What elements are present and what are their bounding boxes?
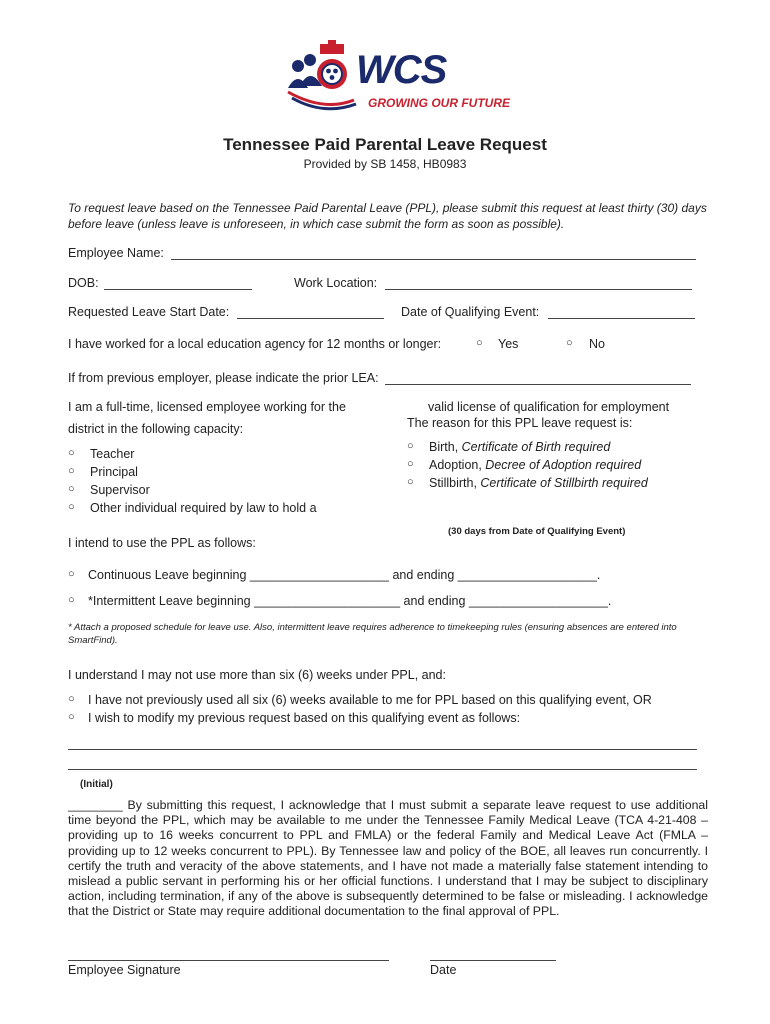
capacity-continued: valid license of qualification for employment bbox=[428, 400, 670, 414]
wcs-logo bbox=[284, 40, 510, 116]
capacity-line2: district in the following capacity: bbox=[68, 422, 244, 436]
stillbirth-checkbox[interactable]: ○ bbox=[407, 476, 414, 488]
start-date-field[interactable] bbox=[237, 318, 384, 319]
logo-tagline: GROWING OUR FUTURE bbox=[368, 96, 510, 110]
page-title: Tennessee Paid Parental Leave Request bbox=[223, 135, 547, 154]
dob-label: DOB: bbox=[68, 276, 99, 290]
birth-checkbox[interactable]: ○ bbox=[407, 440, 414, 452]
dob-field[interactable] bbox=[104, 289, 252, 290]
prior-lea-label: If from previous employer, please indicate the prior LEA: bbox=[68, 371, 379, 385]
continuous-leave-line: Continuous Leave beginning ____________________ and ending ____________________. bbox=[88, 568, 601, 582]
worked-question: I have worked for a local education agency for 12 months or longer: bbox=[68, 337, 442, 351]
initial-label: (Initial) bbox=[80, 779, 113, 790]
capacity-option: Other individual required by law to hold a bbox=[90, 501, 317, 515]
page-subtitle: Provided by SB 1458, HB0983 bbox=[303, 157, 467, 171]
qualifying-date-label: Date of Qualifying Event: bbox=[401, 305, 540, 319]
intermittent-checkbox[interactable]: ○ bbox=[68, 594, 75, 606]
understand-option1: I have not previously used all six (6) weeks available to me for PPL based on this qualifying event, OR bbox=[88, 693, 652, 707]
employee-name-label: Employee Name: bbox=[68, 246, 164, 260]
reason-option-adoption bbox=[429, 458, 641, 472]
reason-label: Stillbirth, bbox=[429, 476, 481, 490]
logo-text: WCS bbox=[356, 48, 447, 92]
not-used-checkbox[interactable]: ○ bbox=[68, 693, 75, 705]
reason-label: Birth, bbox=[429, 440, 462, 454]
work-location-label: Work Location: bbox=[294, 276, 378, 290]
attach-schedule-note: * Attach a proposed schedule for leave use. Also, intermittent leave requires adherence to timekeeping rules (ensuring absences are entered into SmartFind). bbox=[68, 622, 677, 646]
qualifying-date-field[interactable] bbox=[548, 318, 695, 319]
reason-option-stillbirth bbox=[429, 476, 648, 490]
supervisor-checkbox[interactable]: ○ bbox=[68, 483, 75, 495]
employee-signature-line[interactable] bbox=[68, 960, 389, 961]
yes-radio[interactable]: ○ bbox=[476, 337, 483, 349]
work-location-field[interactable] bbox=[385, 289, 692, 290]
reason-note: Certificate of Birth required bbox=[461, 440, 611, 454]
employee-name-field[interactable] bbox=[171, 259, 696, 260]
days-note: (30 days from Date of Qualifying Event) bbox=[448, 526, 626, 537]
capacity-option: Supervisor bbox=[90, 483, 150, 497]
understand-heading: I understand I may not use more than six (6) weeks under PPL, and: bbox=[68, 668, 446, 682]
date-label: Date bbox=[430, 963, 457, 977]
adoption-checkbox[interactable]: ○ bbox=[407, 458, 414, 470]
capacity-line1: I am a full-time, licensed employee working for the bbox=[68, 400, 346, 414]
start-date-label: Requested Leave Start Date: bbox=[68, 305, 230, 319]
intro-text: To request leave based on the Tennessee Paid Parental Leave (PPL), please submit this request at least thirty (30) days before leave (unless leave is unforeseen, in which case submit the form as soon as possible). bbox=[68, 201, 707, 231]
modify-checkbox[interactable]: ○ bbox=[68, 711, 75, 723]
capacity-option: Principal bbox=[90, 465, 138, 479]
principal-checkbox[interactable]: ○ bbox=[68, 465, 75, 477]
reason-label: Adoption, bbox=[429, 458, 486, 472]
reason-heading: The reason for this PPL leave request is: bbox=[407, 416, 633, 430]
yes-label: Yes bbox=[498, 337, 519, 351]
employee-signature-label: Employee Signature bbox=[68, 963, 181, 977]
no-label: No bbox=[589, 337, 605, 351]
no-radio[interactable]: ○ bbox=[566, 337, 573, 349]
reason-option-birth bbox=[429, 440, 610, 454]
reason-note: Certificate of Stillbirth required bbox=[480, 476, 648, 490]
teacher-checkbox[interactable]: ○ bbox=[68, 447, 75, 459]
modification-line-2[interactable] bbox=[68, 769, 697, 770]
prior-lea-field[interactable] bbox=[385, 384, 691, 385]
modification-line-1[interactable] bbox=[68, 749, 697, 750]
acknowledgement-paragraph: ________ By submitting this request, I acknowledge that I must submit a separate leave request to use additional time beyond the PPL, which may be available to me under the Tennessee Family Medical Leave (TCA 4-21-408 – providing up to 16 weeks concurrent to PPL and FMLA) or the federal Family and Medical Leave Act (FMLA – providing up to 12 weeks concurrent to PPL). By Tennessee law and policy of the BOE, all leaves run concurrently. I certify the truth and veracity of the above statements, and I have not made a materially false statement intending to mislead a public servant in performing his or her official functions. I understand that I may be subject to disciplinary action, including termination, if any of the above is subsequently determined to be false or misleading. I acknowledge that the District or State may require additional documentation to the final approval of PPL. bbox=[68, 798, 708, 919]
capacity-option: Teacher bbox=[90, 447, 135, 461]
continuous-checkbox[interactable]: ○ bbox=[68, 568, 75, 580]
understand-option2: I wish to modify my previous request based on this qualifying event as follows: bbox=[88, 711, 521, 725]
other-checkbox[interactable]: ○ bbox=[68, 501, 75, 513]
date-line[interactable] bbox=[430, 960, 556, 961]
usage-heading: I intend to use the PPL as follows: bbox=[68, 536, 256, 550]
reason-note: Decree of Adoption required bbox=[485, 458, 642, 472]
intermittent-leave-line: *Intermittent Leave beginning _____________________ and ending ____________________. bbox=[88, 594, 612, 608]
